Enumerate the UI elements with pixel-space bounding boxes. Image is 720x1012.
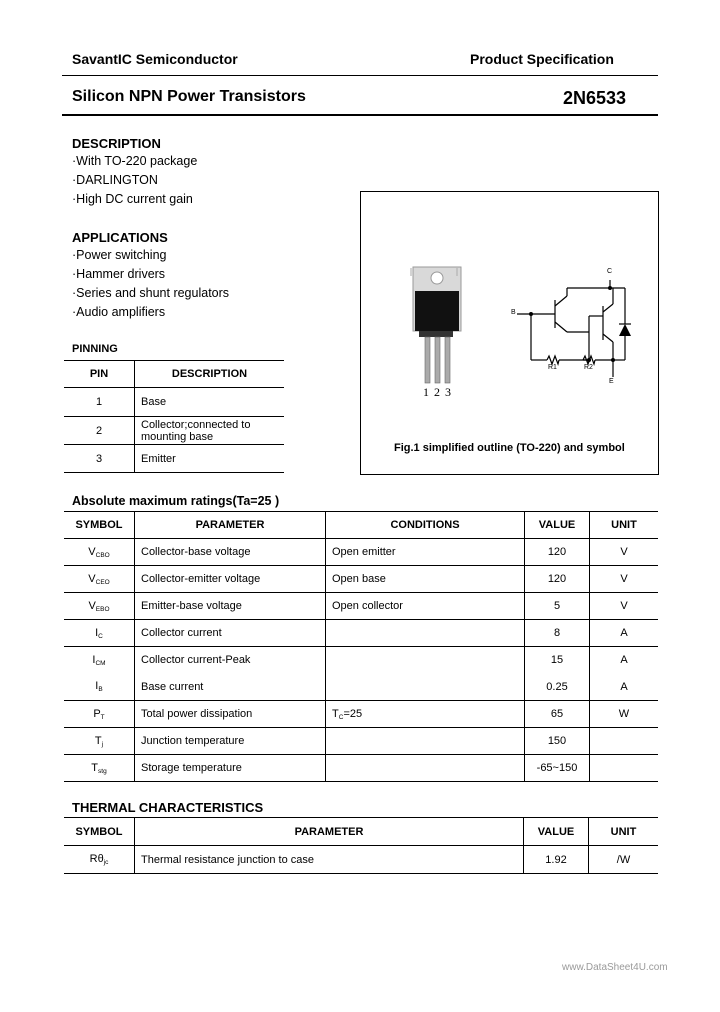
value-cell: 0.25 [525,674,590,701]
pin-description-header: DESCRIPTION [135,361,285,388]
unit-cell: V [590,566,659,593]
table-row [64,539,658,566]
pin-header: PIN [64,361,135,388]
value-cell: 150 [525,728,590,755]
pin-numbers: 1 2 3 [423,385,452,399]
product-title: Silicon NPN Power Transistors [72,88,306,105]
parameter-header: PARAMETER [135,512,326,539]
parameter-cell: Junction temperature [135,728,326,755]
description-item: ·High DC current gain [72,192,193,206]
table-row [64,728,658,755]
unit-cell: A [590,674,659,701]
description-item: ·DARLINGTON [72,173,158,187]
pin-description [135,417,285,445]
symbol-header: SYMBOL [64,818,135,846]
value-header: VALUE [524,818,589,846]
value-cell: -65~150 [525,755,590,782]
pin-description-line1: Collector;connected to [141,418,251,431]
ratings-table [64,511,658,782]
title-rule [62,114,658,116]
applications-heading: APPLICATIONS [72,230,168,245]
symbol-cell: $I_C$ [64,620,135,647]
thermal-table [64,817,658,874]
pinning-heading: PINNING [72,343,118,355]
symbol-cell: $P_T$ [64,701,135,728]
unit-cell: A [590,647,659,674]
condition-cell [326,755,525,782]
application-item: ·Hammer drivers [72,267,166,281]
pin-description: Emitter [135,445,285,473]
parameter-cell: Collector current-Peak [135,647,326,674]
table-row [64,445,284,473]
unit-cell: W [590,701,659,728]
part-number: 2N6533 [563,88,627,108]
parameter-cell: Collector current [135,620,326,647]
symbol-cell: $T_{stg}$ [64,755,135,782]
table-row [64,674,658,701]
base-label: B [511,309,516,316]
table-row [64,846,658,874]
symbol-cell: $I_B$ [64,674,135,701]
table-row [64,647,658,674]
unit-cell: A [590,620,659,647]
table-row [64,701,658,728]
application-item: ·Series and shunt regulators [72,286,230,300]
table-row [64,620,658,647]
symbol-cell: $V_{EBO}$ [64,593,135,620]
value-cell: 65 [525,701,590,728]
applications-list [72,246,229,322]
table-row [64,593,658,620]
description-heading: DESCRIPTION [72,136,161,151]
symbol-header: SYMBOL [64,512,135,539]
unit-cell: V [590,593,659,620]
conditions-header: CONDITIONS [326,512,525,539]
r2-label: R2 [584,364,593,371]
pin-description: Base [135,388,285,417]
package-and-symbol-drawing [361,192,658,474]
application-item: ·Power switching [72,248,167,262]
condition-cell [326,647,525,674]
ratings-heading: Absolute maximum ratings(Ta=25 ) [72,494,280,508]
symbol-cell: $I_{CM}$ [64,647,135,674]
condition-cell [326,728,525,755]
parameter-cell: Emitter-base voltage [135,593,326,620]
value-cell: 5 [525,593,590,620]
parameter-cell: Collector-emitter voltage [135,566,326,593]
unit-header: UNIT [590,512,659,539]
condition-cell [326,674,525,701]
description-item: ·With TO-220 package [72,154,198,168]
condition-cell: $T_C=25$ [326,701,525,728]
thermal-heading: THERMAL CHARACTERISTICS [72,800,264,815]
document-type: Product Specification [470,51,614,67]
pinning-table [64,360,284,473]
symbol-cell: $V_{CBO}$ [64,539,135,566]
unit-cell [590,755,659,782]
table-row [64,755,658,782]
pin-number: 1 [64,388,135,417]
value-header: VALUE [525,512,590,539]
parameter-cell: Base current [135,674,326,701]
collector-label: C [607,268,613,275]
pin-number: 2 [64,417,135,445]
condition-cell: Open collector [326,593,525,620]
value-cell: 1.92 [524,846,589,874]
unit-cell [590,728,659,755]
parameter-cell: Storage temperature [135,755,326,782]
diode-symbol [619,324,631,336]
unit-cell: /W [589,846,659,874]
table-row [64,388,284,417]
condition-cell: Open emitter [326,539,525,566]
value-cell: 120 [525,539,590,566]
symbol-cell: $R\theta_{jc}$ [64,846,135,874]
value-cell: 120 [525,566,590,593]
to220-package-image [411,267,461,383]
figure-box [360,191,659,475]
emitter-label: E [609,378,614,385]
table-row [64,417,284,445]
condition-cell [326,620,525,647]
table-row [64,566,658,593]
header-rule [62,75,658,76]
darlington-symbol [517,280,625,377]
parameter-cell: Thermal resistance junction to case [135,846,524,874]
application-item: ·Audio amplifiers [72,305,166,319]
watermark: www.DataSheet4U.com [562,962,668,973]
parameter-cell: Total power dissipation [135,701,326,728]
company-name: SavantIC Semiconductor [72,51,238,67]
value-cell: 15 [525,647,590,674]
parameter-header: PARAMETER [135,818,524,846]
r1-label: R1 [548,364,557,371]
parameter-cell: Collector-base voltage [135,539,326,566]
symbol-cell: $T_j$ [64,728,135,755]
symbol-cell: $V_{CEO}$ [64,566,135,593]
unit-cell: V [590,539,659,566]
pin-description-line2: mounting base [141,430,214,443]
figure-caption: Fig.1 simplified outline (TO-220) and symbol [394,442,625,454]
condition-cell: Open base [326,566,525,593]
unit-header: UNIT [589,818,659,846]
description-list [72,152,197,209]
value-cell: 8 [525,620,590,647]
pin-number: 3 [64,445,135,473]
